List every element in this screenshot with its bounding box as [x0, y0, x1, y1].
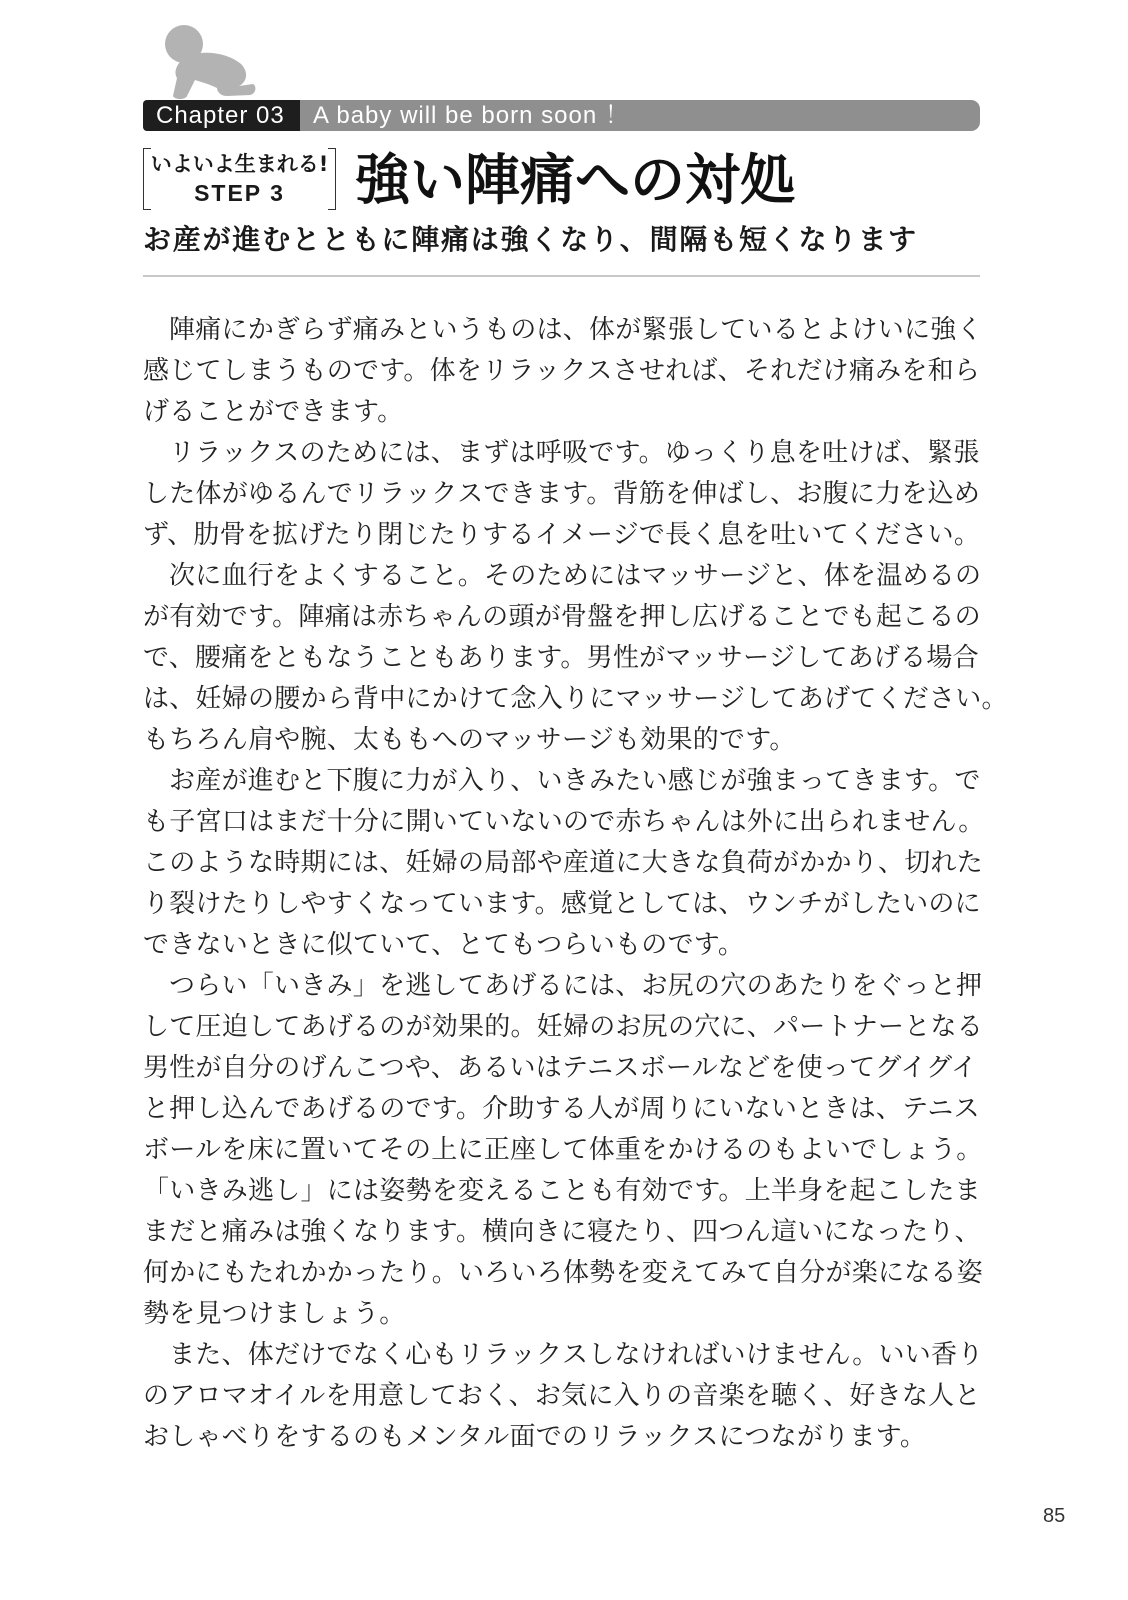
page-number: 85 [1043, 1505, 1066, 1527]
paragraph [143, 1335, 1043, 1458]
text-line: ボールを床に置いてその上に正座して体重をかけるのもよいでしょう。 [143, 1135, 983, 1165]
text-line: して圧迫してあげるのが効果的。妊婦のお尻の穴に、パートナーとなる [143, 1012, 984, 1042]
paragraph [143, 556, 1043, 761]
page-title: 強い陣痛への対処 [355, 148, 796, 212]
text-line: が有効です。陣痛は赤ちゃんの頭が骨盤を押し広げることでも起こるの [143, 602, 981, 632]
text-line: できないときに似ていて、とてもつらいものです。 [143, 930, 745, 960]
chapter-bar [143, 100, 980, 131]
text-line: 勢を見つけましょう。 [143, 1299, 406, 1329]
text-line: 「いきみ逃し」には姿勢を変えることも有効です。上半身を起こしたま [143, 1176, 981, 1206]
paragraph [143, 761, 1043, 966]
text-line: リラックスのためには、まずは呼吸です。ゆっくり息を吐けば、緊張 [169, 438, 980, 468]
text-line: 陣痛にかぎらず痛みというものは、体が緊張しているとよけいに強く [169, 315, 983, 345]
step-box [143, 148, 336, 210]
text-line: また、体だけでなく心もリラックスしなければいけません。いい香り [169, 1340, 984, 1370]
text-line: と押し込んであげるのです。介助する人が周りにいないときは、テニス [143, 1094, 980, 1124]
text-line: まだと痛みは強くなります。横向きに寝たり、四つん這いになったり、 [143, 1217, 981, 1247]
divider [143, 275, 980, 277]
text-line: り裂けたりしやすくなっています。感覚としては、ウンチがしたいのに [143, 889, 981, 919]
text-line: 次に血行をよくすること。そのためにはマッサージと、体を温めるの [169, 561, 982, 591]
text-line: も子宮口はまだ十分に開いていないので赤ちゃんは外に出られません。 [143, 807, 985, 837]
text-line: で、腰痛をともなうこともあります。男性がマッサージしてあげる場合 [143, 643, 979, 673]
text-line: 何かにもたれかかったり。いろいろ体勢を変えてみて自分が楽になる姿 [143, 1258, 984, 1288]
text-line: げることができます。 [143, 397, 404, 427]
page-subtitle: お産が進むとともに陣痛は強くなり、間隔も短くなります [143, 223, 918, 256]
text-line: おしゃべりをするのもメンタル面でのリラックスにつながります。 [143, 1422, 927, 1452]
step-kicker: いよいよ生まれる! [150, 152, 329, 176]
text-line: このような時期には、妊婦の局部や産道に大きな負荷がかかり、切れた [143, 848, 984, 878]
text-line: お産が進むと下腹に力が入り、いきみたい感じが強まってきます。で [169, 766, 981, 796]
paragraph [143, 433, 1043, 556]
text-line: つらい「いきみ」を逃してあげるには、お尻の穴のあたりをぐっと押 [169, 971, 983, 1001]
text-line: ず、肋骨を拡げたり閉じたりするイメージで長く息を吐いてください。 [143, 520, 981, 550]
text-line: もちろん肩や腕、太ももへのマッサージも効果的です。 [143, 725, 796, 755]
text-line: は、妊婦の腰から背中にかけて念入りにマッサージしてあげてください。 [143, 684, 1008, 714]
paragraph [143, 310, 1043, 433]
paragraph [143, 966, 1043, 1171]
chapter-subtitle: A baby will be born soon ！ [300, 100, 980, 131]
chapter-label: Chapter 03 [143, 100, 300, 131]
crawling-baby-icon [157, 22, 257, 102]
step-label: STEP 3 [194, 180, 285, 206]
text-line: 男性が自分のげんこつや、あるいはテニスボールなどを使ってグイグイ [143, 1053, 978, 1083]
paragraph [143, 1171, 1043, 1335]
text-line: した体がゆるんでリラックスできます。背筋を伸ばし、お腹に力を込め [143, 479, 981, 509]
body-text [143, 310, 1043, 1458]
text-line: 感じてしまうものです。体をリラックスさせれば、それだけ痛みを和ら [143, 356, 981, 386]
text-line: のアロマオイルを用意しておく、お気に入りの音楽を聴く、好きな人と [143, 1381, 981, 1411]
